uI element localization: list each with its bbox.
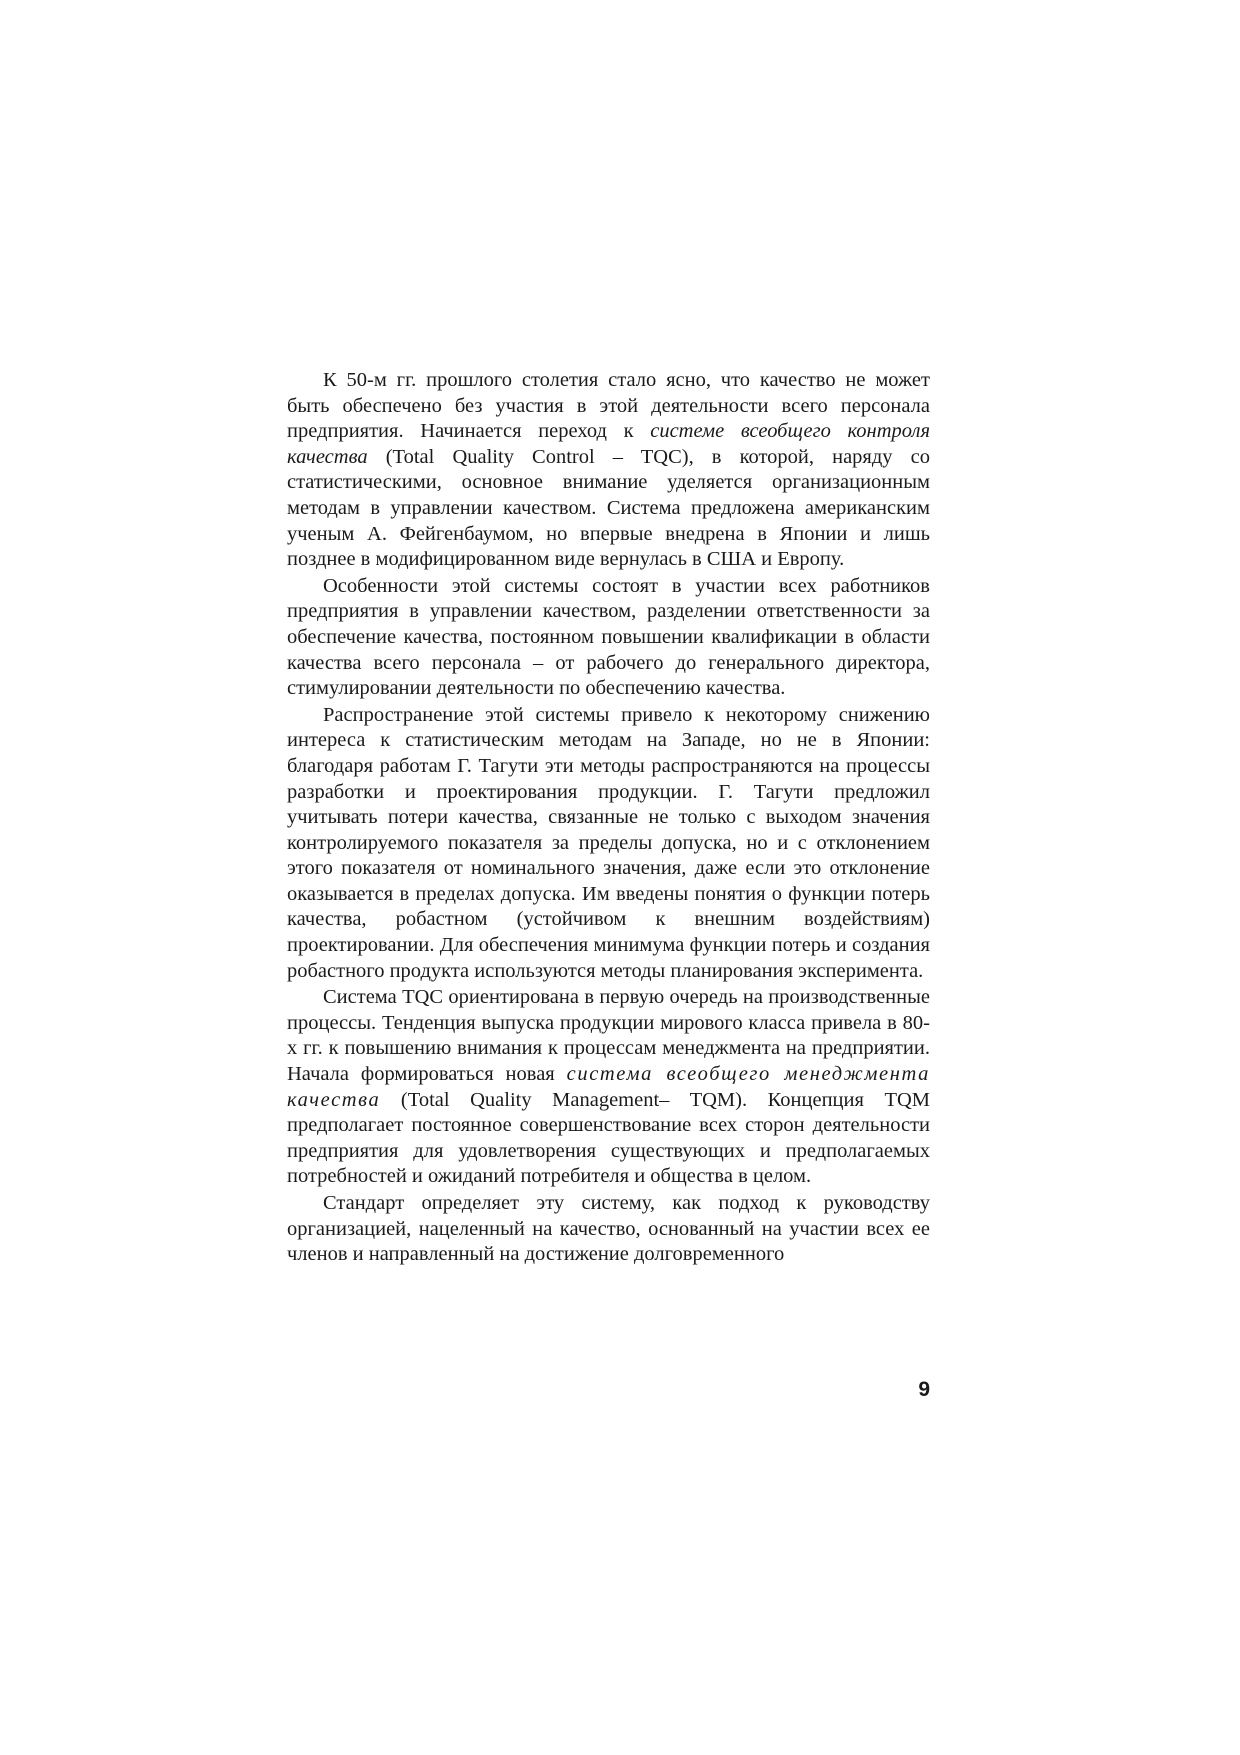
paragraph-4 — [287, 985, 930, 1190]
paragraph-3 — [287, 703, 930, 985]
paragraph-2 — [287, 574, 930, 702]
paragraph-2-segment-1: Особенности этой системы состоят в участии всех работников предприятия в управлении качеством, разделении ответственности за обеспечение качества, постоянном повышении квалификации в области качества всего персонала – от рабочего до генерального директора, стимулировании деятельности по обеспечению качества. — [287, 574, 930, 700]
body-text — [287, 368, 930, 1268]
paragraph-4-segment-3: (Total Quality Management– TQM). Концепция TQM предполагает постоянное совершенствование всех сторон деятельности предприятия для удовлетворения существующих и предполагаемых потребностей и ожиданий потребителя и общества в целом. — [287, 1088, 930, 1188]
paragraph-4-segment-1: Система TQC ориентирована в первую очередь на производственные процессы. Тенденция выпуска продукции мирового класса привела в 80-х гг. к повышению внимания к процессам менеджмента на предприятии. Начала формироваться новая — [287, 986, 930, 1086]
paragraph-1 — [287, 368, 930, 573]
page-number: 9 — [918, 1378, 930, 1401]
term-tqc: системе всеобщего контроля качества — [287, 420, 930, 468]
term-tqm: система всеобщего менеджмента качества — [287, 1063, 930, 1111]
paragraph-5-segment-1: Стандарт определяет эту систему, как подход к руководству организацией, нацеленный на качество, основанный на участии всех ее членов и направленный на достижение долговременного — [287, 1192, 930, 1266]
paragraph-5 — [287, 1191, 930, 1268]
paragraph-1-segment-1: К 50-м гг. прошлого столетия стало ясно, что качество не может быть обеспечено без участия в этой деятельности всего персонала предприятия. Начинается переход к — [287, 369, 930, 443]
paragraph-1-segment-3: (Total Quality Control – TQC), в которой, наряду со статистическими, основное внимание уделяется организационным методам в управлении качеством. Система предложена американским ученым А. Фейгенбаумом, но впервые внедрена в Японии и лишь позднее в модифицированном виде вернулась в США и Европу. — [287, 445, 930, 571]
paragraph-3-segment-1: Распространение этой системы привело к некоторому снижению интереса к статистическим методам на Западе, но не в Японии: благодаря работам Г. Тагути эти методы распространяются на процессы разработки и проектирования продукции. Г. Тагути предложил учитывать потери качества, связанные не только с выходом значения контролируемого показателя за пределы допуска, но и с отклонением этого показателя от номинального значения, даже если это отклонение оказывается в пределах допуска. Им введены понятия о функции потерь качества, робастном (устойчивом к внешним воздействиям) проектировании. Для обеспечения минимума функции потерь и создания робастного продукта используются методы планирования эксперимента. — [287, 703, 930, 982]
